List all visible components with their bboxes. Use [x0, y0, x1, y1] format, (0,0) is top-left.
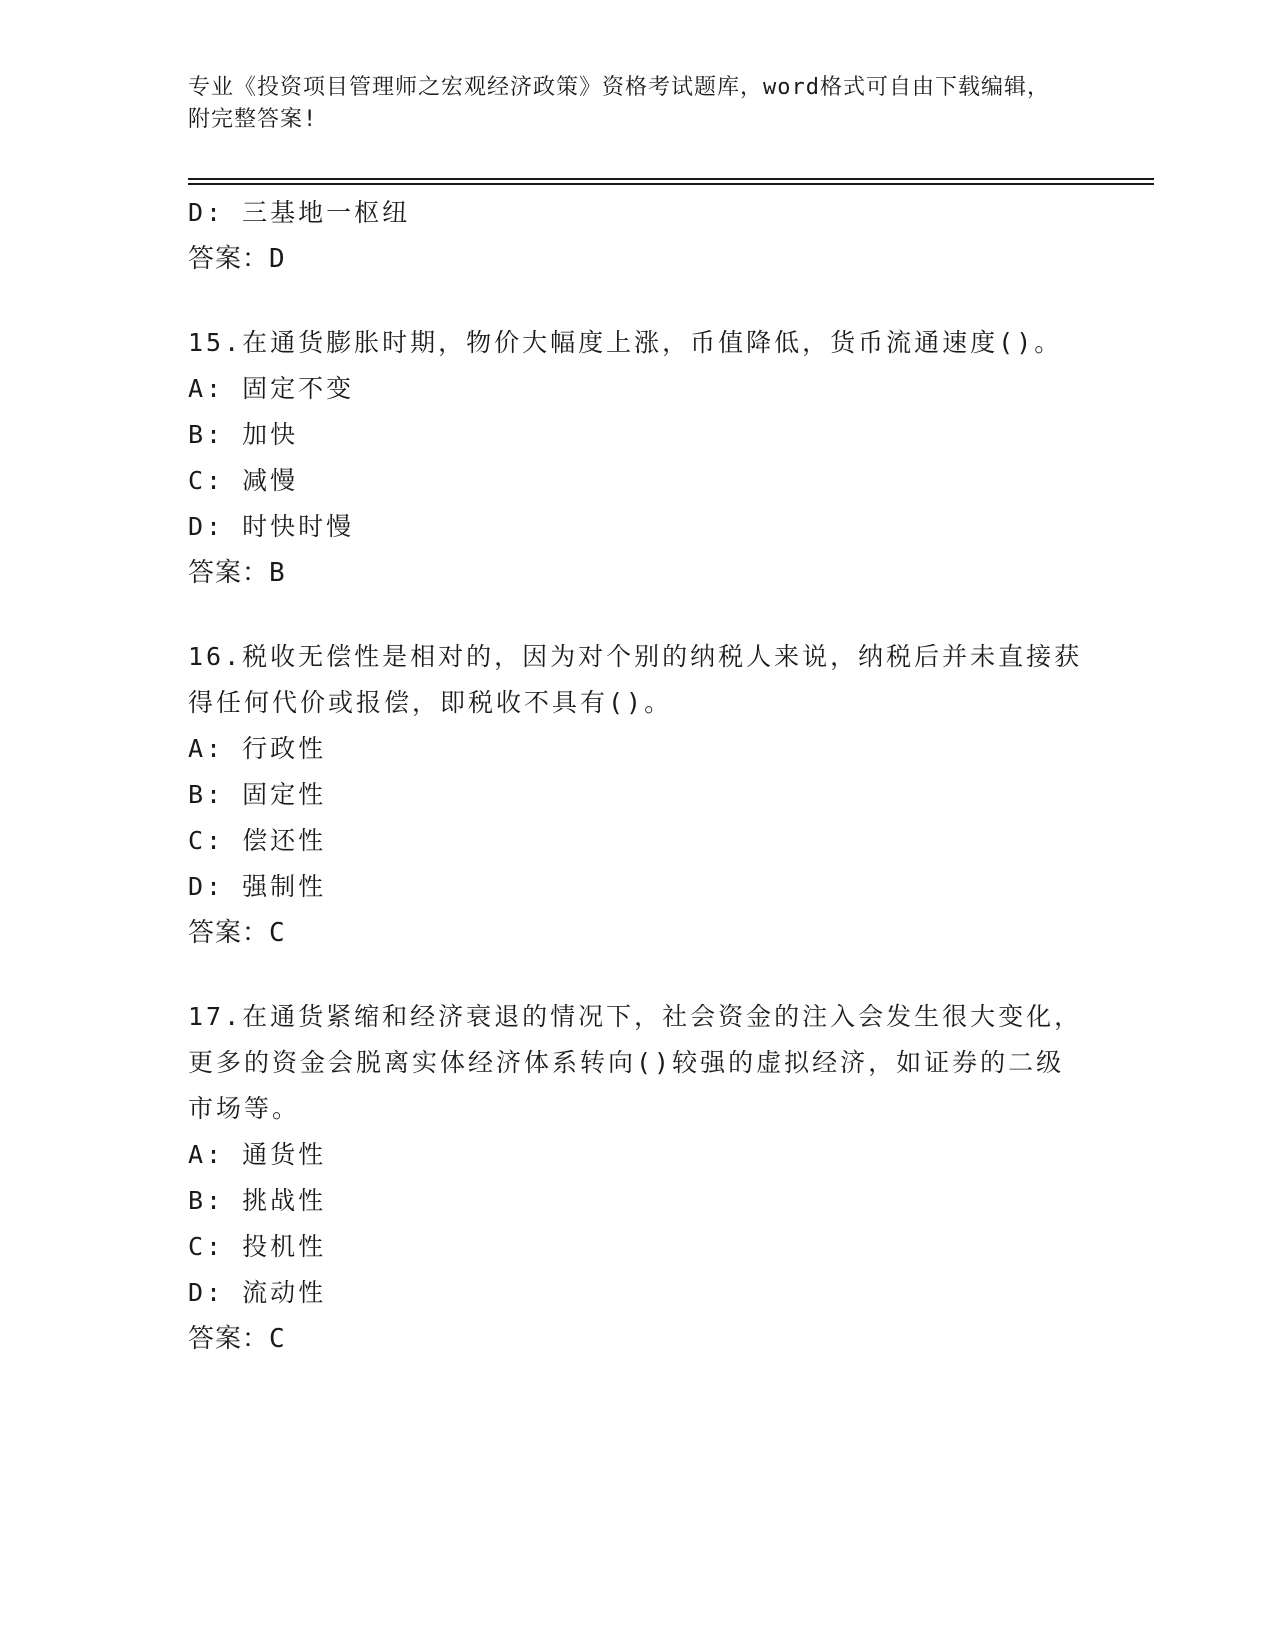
- option-a: A: 通货性: [188, 1140, 327, 1169]
- question-list: [188, 190, 1088, 1362]
- option-a: A: 固定不变: [188, 374, 355, 403]
- option-d: D: 时快时慢: [188, 512, 355, 541]
- option-b: B: 挑战性: [188, 1186, 327, 1215]
- header-divider-bottom: [188, 183, 1154, 185]
- option-d: D: 流动性: [188, 1278, 327, 1307]
- question-text: 16.税收无偿性是相对的，因为对个别的纳税人来说，纳税后并未直接获得任何代价或报偿，即税收不具有()。: [188, 642, 1083, 717]
- option-b: B: 固定性: [188, 780, 327, 809]
- option-c: C: 投机性: [188, 1232, 327, 1261]
- answer-line: 答案：C: [188, 1324, 286, 1354]
- prev-question-tail: [188, 190, 1088, 282]
- question-17: [188, 994, 1088, 1362]
- option-b: B: 加快: [188, 420, 299, 449]
- option-d: D: 强制性: [188, 872, 327, 901]
- question-text: 17.在通货紧缩和经济衰退的情况下，社会资金的注入会发生很大变化，更多的资金会脱离实体经济体系转向()较强的虚拟经济，如证券的二级市场等。: [188, 1002, 1083, 1123]
- document-header: 专业《投资项目管理师之宏观经济政策》资格考试题库，word格式可自由下载编辑，附完整答案!: [188, 75, 1050, 132]
- header-divider-top: [188, 178, 1154, 180]
- option-d: D: 三基地一枢纽: [188, 198, 411, 227]
- answer-line: 答案：C: [188, 918, 286, 948]
- question-15: [188, 320, 1088, 596]
- question-text: 15.在通货膨胀时期，物价大幅度上涨，币值降低，货币流通速度()。: [188, 328, 1063, 357]
- option-c: C: 偿还性: [188, 826, 327, 855]
- option-a: A: 行政性: [188, 734, 327, 763]
- question-16: [188, 634, 1088, 956]
- answer-line: 答案：B: [188, 558, 286, 588]
- answer-line: 答案：D: [188, 244, 286, 274]
- option-c: C: 减慢: [188, 466, 299, 495]
